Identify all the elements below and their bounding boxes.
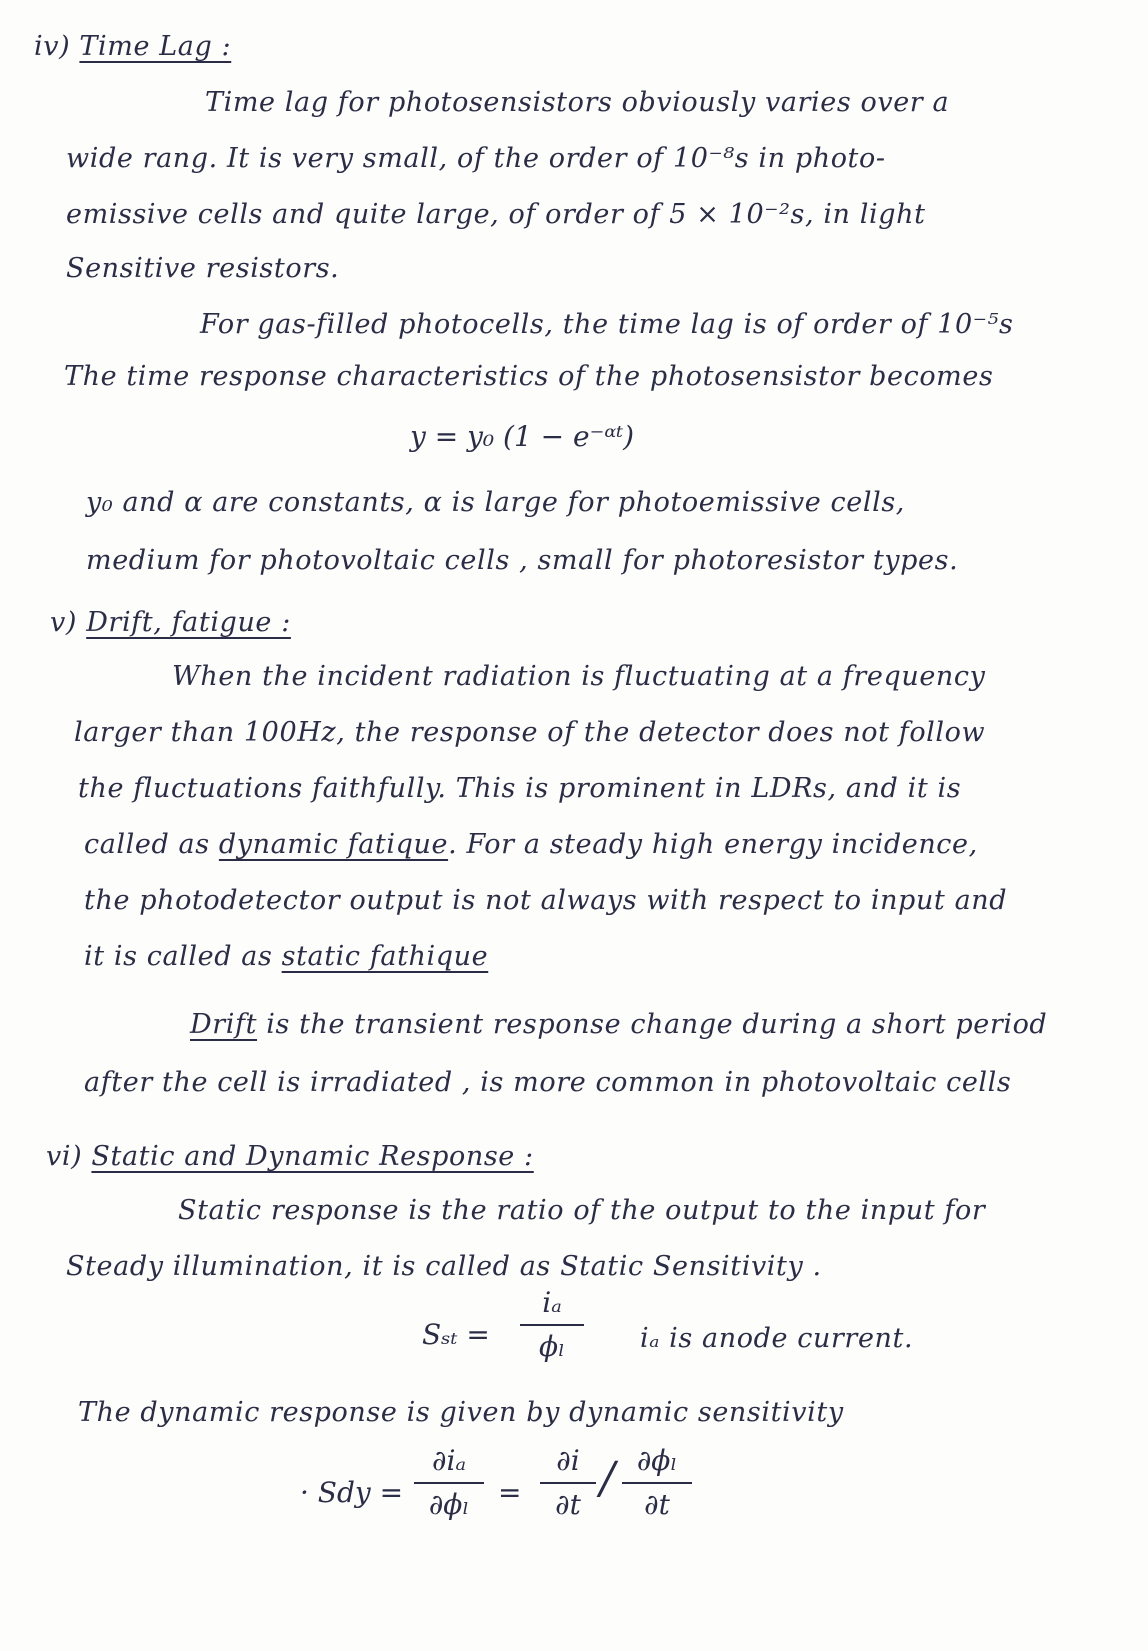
term-drift: Drift [190, 1009, 258, 1040]
text-line: medium for photovoltaic cells , small for photoresistor types. [86, 545, 959, 576]
section-title: Drift, fatigue : [86, 607, 291, 638]
text-line: larger than 100Hz, the response of the detector does not follow [74, 717, 986, 748]
text-span: called as [84, 829, 210, 860]
term-dynamic-fatique: dynamic fatique [218, 829, 449, 860]
text-span: is the transient response change during a short period [266, 1009, 1048, 1040]
division-slash: / [600, 1453, 615, 1504]
section-v-heading [50, 606, 291, 640]
text-line: For gas-filled photocells, the time lag is of order of 10⁻⁵s [200, 309, 1014, 340]
text-line: the photodetector output is not always with respect to input and [84, 885, 1008, 916]
static-sensitivity-lhs: Sₛₜ = [422, 1318, 490, 1351]
text-line: When the incident radiation is fluctuating at a frequency [172, 661, 986, 692]
static-sensitivity-fraction [520, 1286, 584, 1364]
text-line: the fluctuations faithfully. This is prominent in LDRs, and it is [78, 773, 962, 804]
numerator: ∂ϕₗ [636, 1444, 678, 1477]
text-line: Static response is the ratio of the output to the input for [178, 1195, 986, 1226]
text-line [84, 940, 488, 974]
section-number: v) [50, 607, 77, 638]
equals-sign: = [498, 1476, 522, 1509]
text-line: y₀ and α are constants, α is large for photoemissive cells, [86, 487, 905, 518]
section-title: Static and Dynamic Response : [91, 1141, 534, 1172]
denominator: ∂t [644, 1488, 670, 1521]
time-response-equation: y = y₀ (1 − e⁻ᵅᵗ) [410, 420, 635, 453]
section-number: vi) [46, 1141, 83, 1172]
text-line: The dynamic response is given by dynamic sensitivity [78, 1397, 844, 1428]
text-line: Time lag for photosensistors obviously varies over a [205, 87, 950, 118]
dynamic-fraction-2 [540, 1444, 596, 1522]
text-line [84, 828, 978, 862]
fraction-bar [622, 1482, 692, 1484]
text-line: wide rang. It is very small, of the order of 10⁻⁸s in photo- [66, 143, 886, 174]
fraction-bar [540, 1482, 596, 1484]
dynamic-fraction-3 [622, 1444, 692, 1522]
term-static-fathique: static fathique [281, 941, 489, 972]
section-iv-heading [34, 30, 231, 64]
anode-current-note: iₐ is anode current. [640, 1323, 914, 1354]
denominator: ∂ϕₗ [428, 1488, 470, 1521]
text-line: emissive cells and quite large, of order of 5 × 10⁻²s, in light [66, 199, 926, 230]
text-span: it is called as [84, 941, 273, 972]
text-line: Sensitive resistors. [66, 253, 340, 284]
text-line: Steady illumination, it is called as Static Sensitivity . [66, 1251, 822, 1282]
section-number: iv) [34, 31, 71, 62]
numerator: ∂i [556, 1444, 580, 1477]
section-vi-heading [46, 1140, 534, 1174]
text-line: after the cell is irradiated , is more common in photovoltaic cells [84, 1067, 1012, 1098]
dynamic-fraction-1 [414, 1444, 484, 1522]
text-line [190, 1008, 1047, 1042]
numerator: iₐ [542, 1286, 562, 1319]
fraction-bar [520, 1324, 584, 1326]
text-span: . For a steady high energy incidence, [448, 829, 978, 860]
fraction-bar [414, 1482, 484, 1484]
text-line: The time response characteristics of the photosensistor becomes [64, 361, 994, 392]
denominator: ∂t [555, 1488, 581, 1521]
denominator: ϕₗ [539, 1330, 565, 1363]
section-title: Time Lag : [79, 31, 232, 62]
numerator: ∂iₐ [432, 1444, 466, 1477]
dynamic-sensitivity-lhs: · Sdy = [300, 1476, 404, 1509]
